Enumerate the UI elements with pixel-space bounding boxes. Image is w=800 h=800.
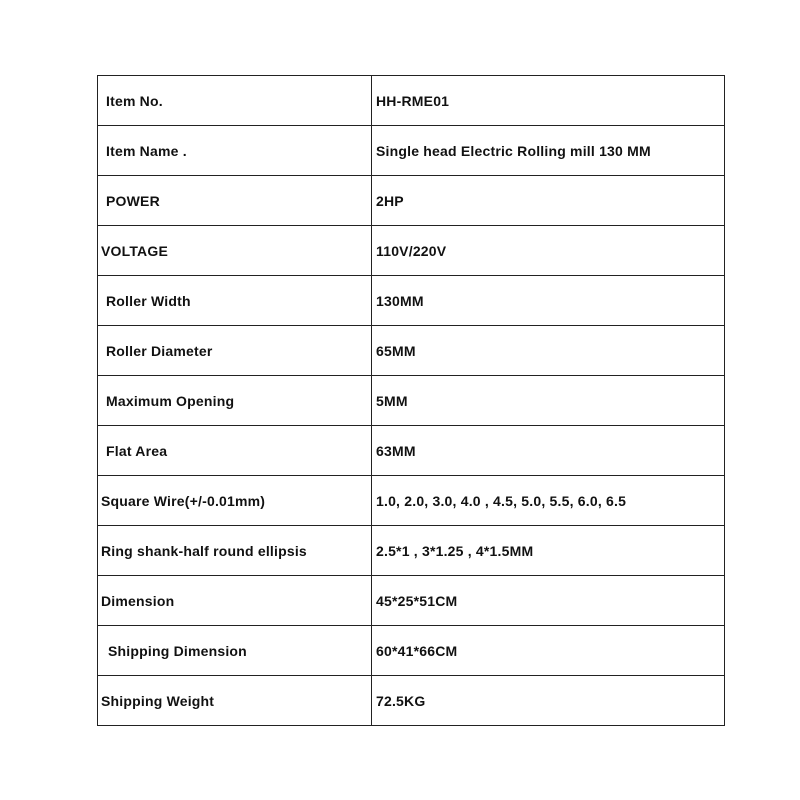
row-label-ring-shank: Ring shank-half round ellipsis xyxy=(98,526,372,576)
row-value-square-wire: 1.0, 2.0, 3.0, 4.0 , 4.5, 5.0, 5.5, 6.0, 6.5 xyxy=(372,476,725,526)
row-label-item-name: Item Name . xyxy=(98,126,372,176)
table-row xyxy=(98,626,725,676)
spec-table xyxy=(97,75,725,726)
row-label-shipping-weight: Shipping Weight xyxy=(98,676,372,726)
row-value-voltage: 110V/220V xyxy=(372,226,725,276)
row-label-item-no: Item No. xyxy=(98,76,372,126)
row-value-shipping-dimension: 60*41*66CM xyxy=(372,626,725,676)
row-label-roller-diameter: Roller Diameter xyxy=(98,326,372,376)
row-label-shipping-dimension: Shipping Dimension xyxy=(98,626,372,676)
row-value-dimension: 45*25*51CM xyxy=(372,576,725,626)
table-row xyxy=(98,426,725,476)
table-row xyxy=(98,276,725,326)
table-row xyxy=(98,576,725,626)
row-label-roller-width: Roller Width xyxy=(98,276,372,326)
row-value-maximum-opening: 5MM xyxy=(372,376,725,426)
table-row xyxy=(98,476,725,526)
row-label-square-wire: Square Wire(+/-0.01mm) xyxy=(98,476,372,526)
row-value-ring-shank: 2.5*1 , 3*1.25 , 4*1.5MM xyxy=(372,526,725,576)
row-value-power: 2HP xyxy=(372,176,725,226)
table-row xyxy=(98,176,725,226)
row-label-voltage: VOLTAGE xyxy=(98,226,372,276)
row-label-power: POWER xyxy=(98,176,372,226)
row-value-item-name: Single head Electric Rolling mill 130 MM xyxy=(372,126,725,176)
row-value-flat-area: 63MM xyxy=(372,426,725,476)
table-row xyxy=(98,76,725,126)
table-row xyxy=(98,226,725,276)
table-row xyxy=(98,676,725,726)
row-label-maximum-opening: Maximum Opening xyxy=(98,376,372,426)
row-value-roller-width: 130MM xyxy=(372,276,725,326)
table-row xyxy=(98,326,725,376)
row-value-shipping-weight: 72.5KG xyxy=(372,676,725,726)
row-value-item-no: HH-RME01 xyxy=(372,76,725,126)
table-row xyxy=(98,526,725,576)
row-value-roller-diameter: 65MM xyxy=(372,326,725,376)
table-row xyxy=(98,376,725,426)
row-label-flat-area: Flat Area xyxy=(98,426,372,476)
table-row xyxy=(98,126,725,176)
row-label-dimension: Dimension xyxy=(98,576,372,626)
